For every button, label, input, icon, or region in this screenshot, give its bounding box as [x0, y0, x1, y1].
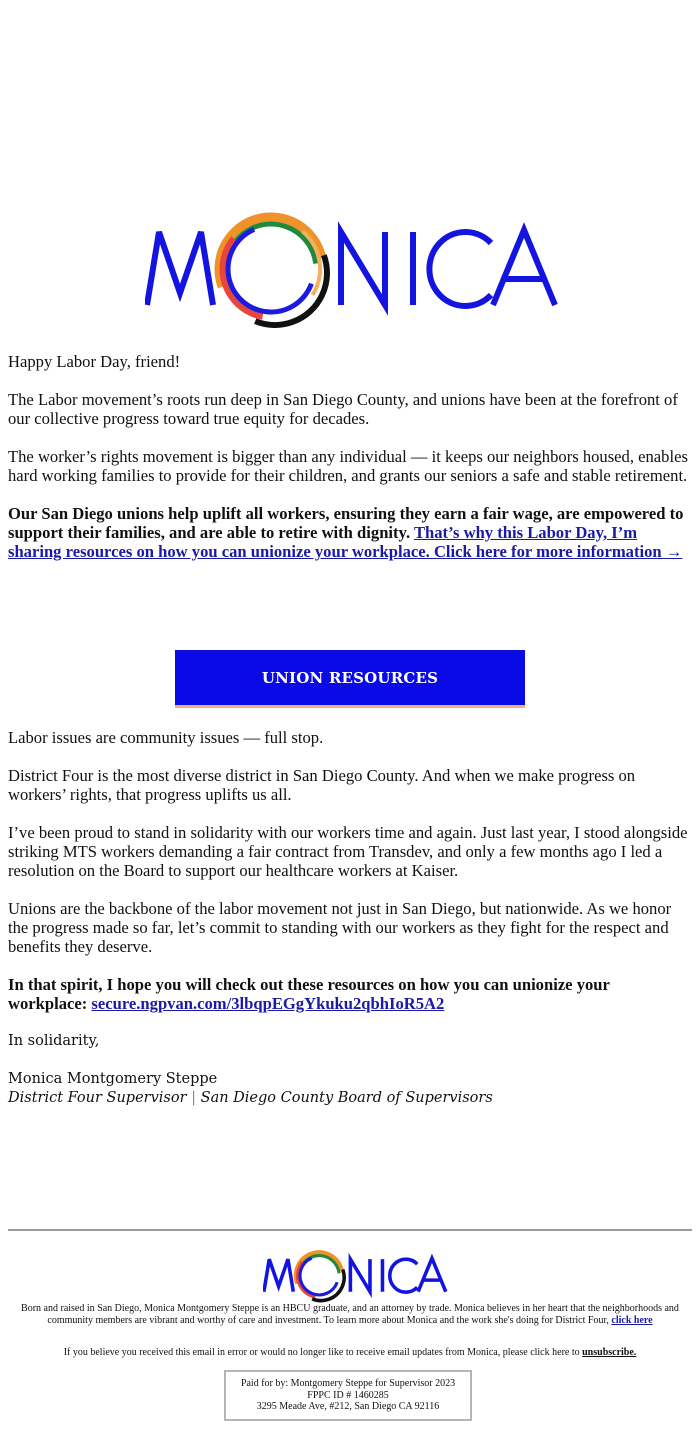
monica-logo-graphic [145, 205, 560, 330]
signature-title-org: San Diego County Board of Supervisors [200, 1090, 493, 1106]
signature-name: Monica Montgomery Steppe [8, 1071, 218, 1087]
paid-for-line: Paid for by: Montgomery Steppe for Supervisor 2023 [240, 1378, 456, 1389]
footer-monica-logo [263, 1247, 448, 1303]
footer-bio [8, 1303, 692, 1326]
ring-icon [202, 205, 342, 330]
email-body-intro [8, 352, 692, 580]
closing: In solidarity, [8, 1033, 100, 1049]
paragraph-district-four: District Four is the most diverse district in San Diego County. And when we make progress on workers’ rights, that progress uplifts us all. [8, 766, 636, 804]
resources-info-link[interactable]: That’s why this Labor Day, I’m sharing resources on how you can unionize your workplace. Click here for more information → [8, 523, 683, 561]
greeting: Happy Labor Day, friend! [8, 352, 181, 371]
paragraph-community-issues: Labor issues are community issues — full stop. [8, 728, 324, 747]
paragraph-unions-uplift [8, 504, 692, 561]
footer-logo-graphic [263, 1247, 448, 1303]
paragraph-that-spirit [8, 975, 692, 1013]
unions-uplift-text: Our San Diego unions help uplift all workers, ensuring they earn a fair wage, are empowered to support their families, and are able to retire with dignity. [8, 504, 684, 542]
footer-unsubscribe [8, 1347, 692, 1359]
email-body-main [8, 728, 692, 1108]
ngpvan-link[interactable]: secure.ngpvan.com/3lbqpEGgYkuku2qbhIoR5A2 [91, 994, 445, 1013]
that-spirit-text: In that spirit, I hope you will check out these resources on how you can unionize your workplace: [8, 975, 610, 1013]
paragraph-solidarity: I’ve been proud to stand in solidarity with our workers time and again. Just last year, I stood alongside striking MTS workers demanding a fair contract from Transdev, and only a few months ago I led a resolution on the Board to support our healthcare workers at Kaiser. [8, 823, 688, 880]
signature-title [8, 1089, 692, 1108]
paid-for-disclaimer [224, 1370, 472, 1421]
learn-more-link[interactable]: click here [611, 1314, 653, 1326]
unsubscribe-link[interactable]: unsubscribe. [582, 1347, 637, 1358]
mailing-address: 3295 Meade Ave, #212, San Diego CA 92116 [256, 1401, 440, 1412]
signature-title-role: District Four Supervisor [8, 1090, 187, 1106]
footer-bio-text: Born and raised in San Diego, Monica Montgomery Steppe is an HBCU graduate, and an attorney by trade. Monica believes in her heart that the neighborhoods and community members are vibrant and worthy of care and investment. To learn more about Monica and the work she's doing for District Four, [21, 1303, 679, 1326]
paragraph-backbone: Unions are the backbone of the labor movement not just in San Diego, but nationwide. As we honor the progress made so far, let’s commit to standing with our workers as they fight for the respect and benefits they deserve. [8, 899, 672, 956]
monica-logo [145, 205, 560, 330]
paragraph-labor-roots: The Labor movement’s roots run deep in San Diego County, and unions have been at the forefront of our collective progress toward true equity for decades. [8, 390, 678, 428]
signature-separator: | [191, 1090, 197, 1106]
union-resources-button[interactable]: UNION RESOURCES [175, 650, 525, 708]
fppc-id: FPPC ID # 1460285 [307, 1389, 389, 1401]
paragraph-workers-rights: The worker’s rights movement is bigger than any individual — it keeps our neighbors housed, enables hard working families to provide for their children, and grants our seniors a safe and stable retirement. [8, 447, 688, 485]
footer-ring-icon [289, 1247, 350, 1303]
cta-container [175, 650, 525, 708]
footer-divider [8, 1229, 692, 1231]
unsubscribe-text: If you believe you received this email in error or would no longer like to receive email updates from Monica, please click here to [63, 1347, 583, 1358]
